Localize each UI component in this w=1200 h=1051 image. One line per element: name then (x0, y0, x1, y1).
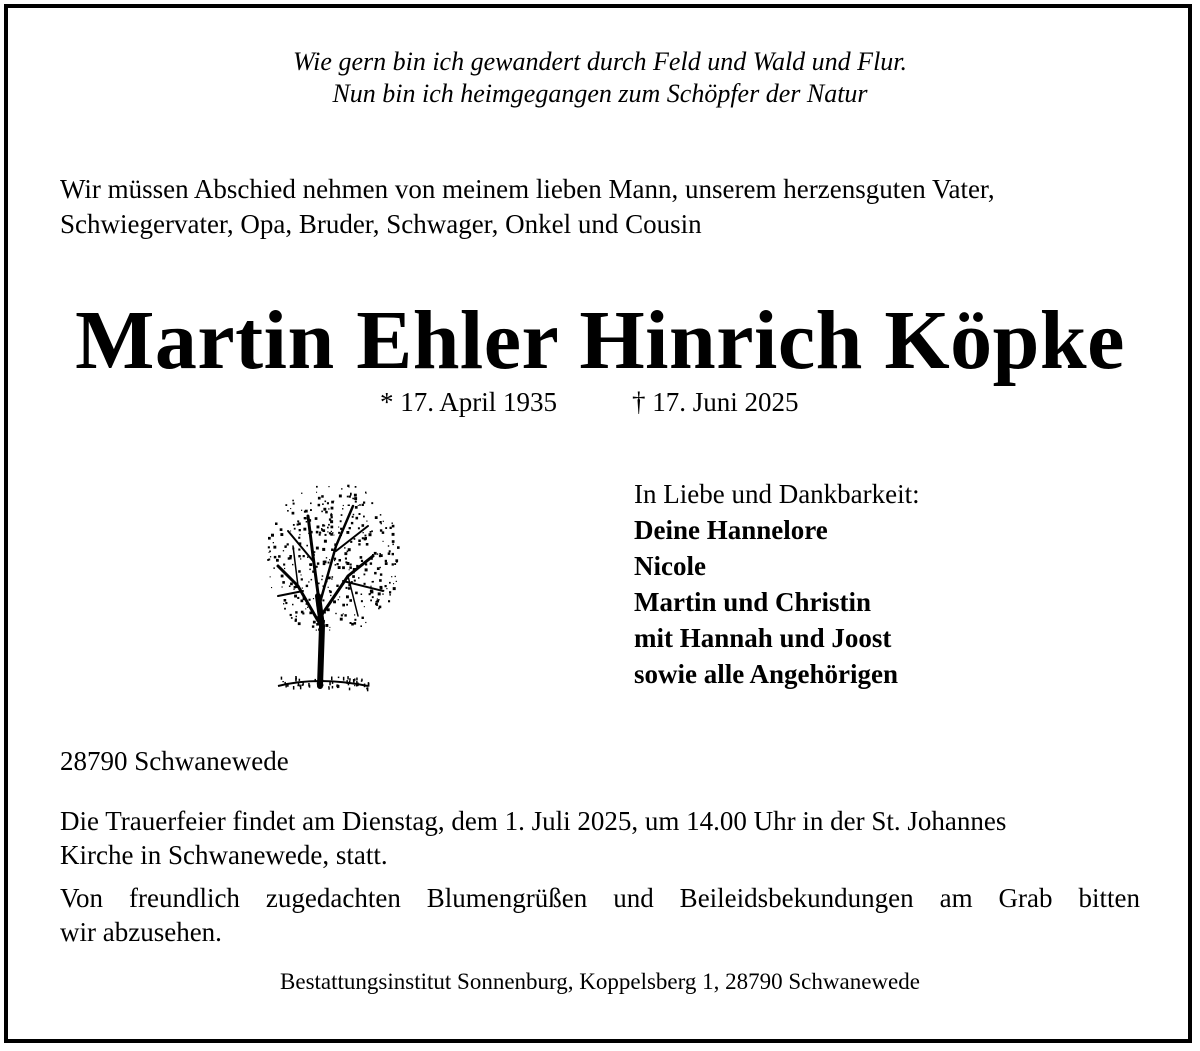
mourners-block (634, 476, 920, 692)
mourner-name: sowie alle Angehörigen (634, 659, 898, 689)
mourner-name: Martin und Christin (634, 587, 872, 617)
motto-line-1: Wie gern bin ich gewandert durch Feld und Wald und Flur. (292, 47, 908, 76)
intro-text (60, 172, 1160, 242)
flowers-request-text (60, 881, 1140, 949)
mourner-name: Deine Hannelore (634, 515, 828, 545)
funeral-home-footer: Bestattungsinstitut Sonnenburg, Koppelsberg 1, 28790 Schwanewede (280, 969, 920, 994)
ceremony-text (60, 804, 1140, 872)
death-date: † 17. Juni 2025 (632, 387, 799, 417)
intro-line-1: Wir müssen Abschied nehmen von meinem lieben Mann, unserem herzensguten Vater, (60, 174, 995, 204)
intro-line-2: Schwiegervater, Opa, Bruder, Schwager, Onkel und Cousin (60, 209, 702, 239)
tree-icon (258, 476, 418, 694)
mourner-name: mit Hannah und Joost (634, 623, 892, 653)
mourners-heading: In Liebe und Dankbarkeit: (634, 479, 920, 509)
mourner-name: Nicole (634, 551, 706, 581)
birth-date: * 17. April 1935 (380, 387, 558, 417)
request-line-1: Von freundlich zugedachten Blumengrüßen und Beileidsbekundungen am Grab bitten (60, 883, 1140, 913)
residence-place: 28790 Schwanewede (60, 746, 289, 776)
request-line-2: wir abzusehen. (60, 917, 222, 947)
ceremony-line-1: Die Trauerfeier findet am Dienstag, dem 1. Juli 2025, um 14.00 Uhr in der St. Johannes (60, 806, 1007, 836)
deceased-name: Martin Ehler Hinrich Köpke (75, 294, 1125, 387)
motto-line-2: Nun bin ich heimgegangen zum Schöpfer der Natur (332, 79, 868, 108)
ceremony-line-2: Kirche in Schwanewede, statt. (60, 840, 388, 870)
